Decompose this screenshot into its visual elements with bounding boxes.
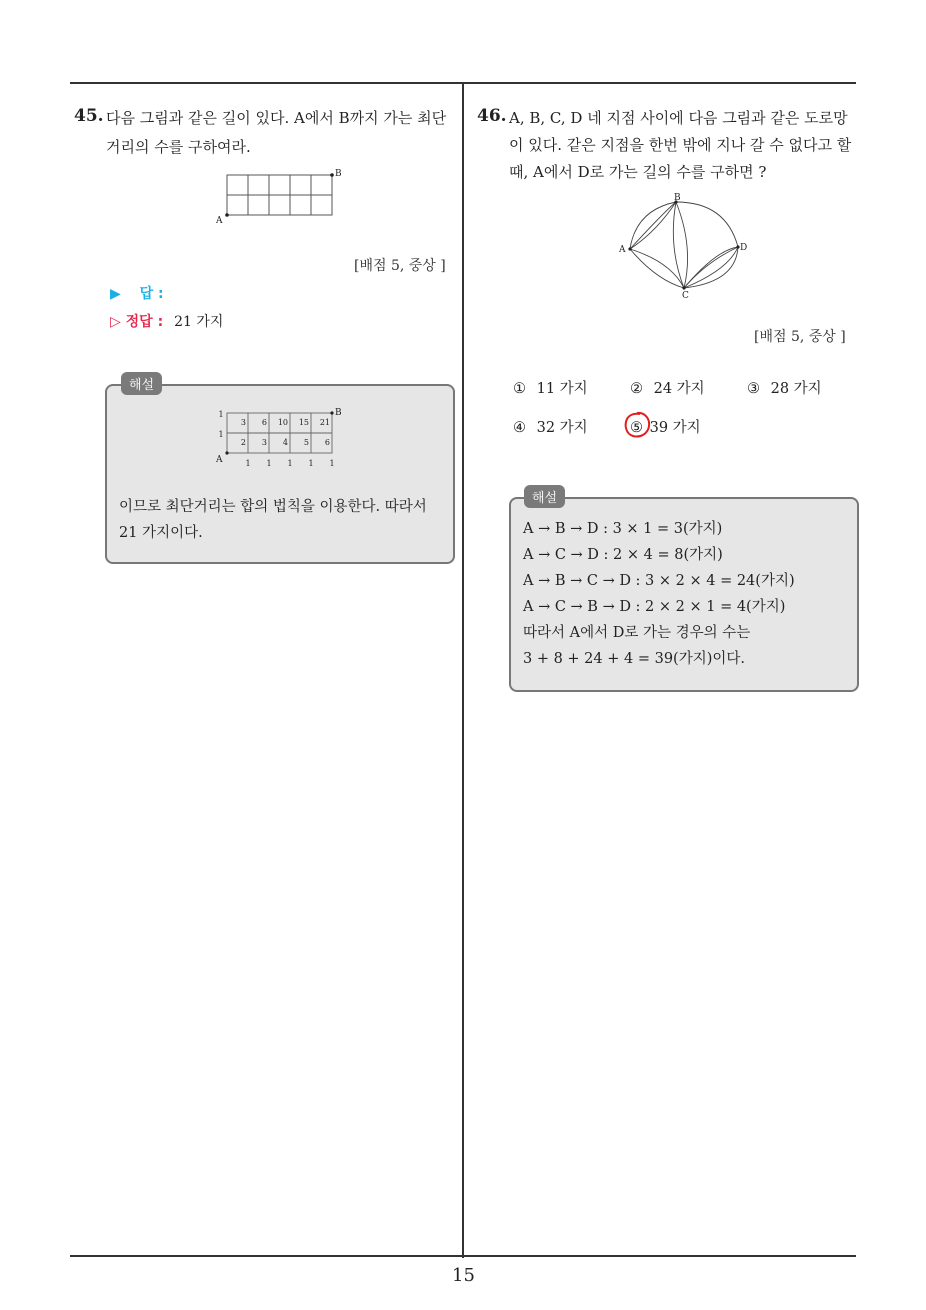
choice-2-text: 24 가지 [653,381,705,397]
network-label-d: D [740,243,748,253]
correct-value: 21 가지 [174,314,224,330]
choice-3[interactable] [747,377,822,398]
count-grid-label-a: A [216,455,223,465]
question-45-points: [배점 5, 중상 ] [354,258,446,274]
count-mid-4: 5 [303,438,309,447]
count-bottom-5: 1 [329,459,335,468]
count-top-3: 10 [277,418,288,427]
count-bottom-4: 1 [308,459,314,468]
choice-3-text: 28 가지 [770,381,822,397]
question-46-explanation-line5: 따라서 A에서 D로 가는 경우의 수는 [523,625,751,641]
answer-arrow-icon: ▶ [110,286,121,302]
grid-label-b: B [335,169,342,179]
count-bottom-3: 1 [287,459,293,468]
column-divider [462,82,464,1258]
count-top-1: 3 [240,418,246,427]
choice-4-text: 32 가지 [536,420,588,436]
question-46-explanation-line3: A → B → C → D : 3 × 2 × 4 = 24(가지) [523,573,795,589]
count-grid-label-b: B [335,408,342,418]
choice-4-mark: ④ [513,420,526,436]
count-left-top: 1 [218,410,224,419]
page-number: 15 [452,1265,475,1286]
question-45-answer-row [110,283,164,303]
question-45-explanation-tag: 해설 [121,372,162,395]
question-45-grid-figure [212,168,347,228]
question-46-explanation-line1: A → B → D : 3 × 1 = 3(가지) [523,521,723,537]
question-45-explanation-line1: 이므로 최단거리는 합의 법칙을 이용한다. 따라서 [119,499,427,515]
network-label-b: B [674,193,681,203]
answer-label: 답 : [139,286,164,302]
choice-1[interactable] [513,377,588,398]
choice-2-mark: ② [630,381,643,397]
question-46-explanation-line6: 3 + 8 + 24 + 4 = 39(가지)이다. [523,651,745,667]
question-46-points: [배점 5, 중상 ] [754,329,846,345]
network-label-a: A [619,245,626,255]
question-46-text-line1: A, B, C, D 네 지점 사이에 다음 그림과 같은 도로망 [509,109,848,127]
choice-4[interactable] [513,416,588,437]
question-45-text-line2: 거리의 수를 구하여라. [106,138,251,156]
question-46-explanation-tag: 해설 [524,485,565,508]
choice-5-text: 39 가지 [649,420,701,436]
question-46-road-network-figure [616,192,756,300]
count-top-4: 15 [298,418,309,427]
question-46-explanation-line2: A → C → D : 2 × 4 = 8(가지) [523,547,723,563]
network-label-c: C [682,291,689,300]
count-mid-5: 6 [324,438,330,447]
grid-label-a: A [216,216,223,226]
question-46-explanation-line4: A → C → B → D : 2 × 2 × 1 = 4(가지) [523,599,786,615]
choice-5-mark: ⑤ [630,420,643,436]
count-mid-3: 4 [282,438,288,447]
selected-answer-circle-icon [622,410,652,440]
choice-3-mark: ③ [747,381,760,397]
count-top-2: 6 [261,418,267,427]
correct-arrow-icon: ▷ [110,314,121,330]
question-45-correct-row [110,311,223,331]
count-left-mid: 1 [218,430,224,439]
count-top-5: 21 [319,418,330,427]
bottom-rule [70,1255,856,1257]
choice-2[interactable] [630,377,705,398]
correct-label: 정답 : [125,314,164,330]
question-46-text-line2: 이 있다. 같은 지점을 한번 밖에 지나 갈 수 없다고 할 [509,136,852,154]
question-46-text-line3: 때, A에서 D로 가는 길의 수를 구하면 ? [509,163,767,181]
count-mid-2: 3 [261,438,267,447]
choice-1-mark: ① [513,381,526,397]
count-bottom-1: 1 [245,459,251,468]
question-46-number: 46. [477,106,507,126]
question-45-explanation-line2: 21 가지이다. [119,525,203,541]
question-45-number: 45. [74,106,104,126]
question-45-count-grid [212,405,347,471]
choice-1-text: 11 가지 [536,381,588,397]
count-bottom-2: 1 [266,459,272,468]
count-mid-1: 2 [240,438,246,447]
question-45-text-line1: 다음 그림과 같은 길이 있다. A에서 B까지 가는 최단 [106,109,447,127]
